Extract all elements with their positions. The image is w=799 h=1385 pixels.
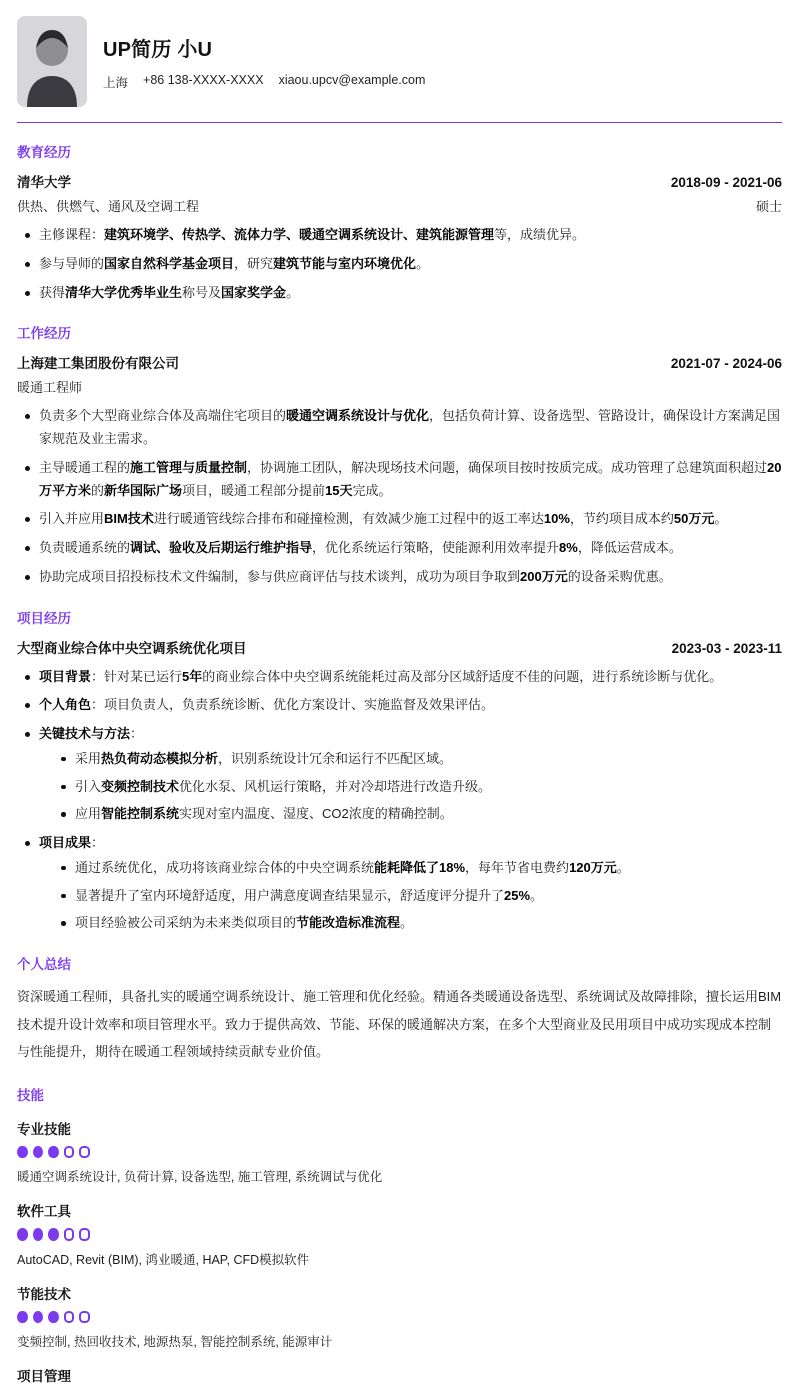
contact-email: xiaou.upcv@example.com	[278, 72, 426, 87]
sub-bullet-item	[39, 857, 782, 880]
highlighted-text: 国家奖学金	[221, 284, 287, 300]
rating-dot-filled-icon	[17, 1228, 28, 1241]
sub-bullet-item	[39, 803, 782, 826]
rating-dot-filled-icon	[33, 1146, 44, 1159]
plain-text: 协助完成项目招投标技术文件编制，参与供应商评估与技术谈判，成功为项目争取到	[39, 568, 521, 584]
bullet-item	[17, 832, 782, 935]
skill-rating	[17, 1146, 782, 1159]
plain-text: 项目经验被公司采纳为未来类似项目的	[75, 915, 297, 931]
section-title-education: 教育经历	[17, 145, 71, 160]
plain-text: ，优化系统运行策略，使能源利用效率提升	[312, 540, 560, 555]
skill-group	[17, 1200, 782, 1268]
plain-text: ，节约项目成本约	[569, 511, 674, 527]
bullet-item	[17, 537, 782, 560]
sub-bullet-item	[39, 885, 782, 908]
bullet-item	[17, 282, 782, 305]
highlighted-text: 调试、验收及后期运行维护指导	[130, 540, 313, 555]
header-divider	[17, 122, 782, 123]
plain-text: 。	[416, 255, 430, 271]
plain-text: 通过系统优化，成功将该商业综合体的中央空调系统	[75, 859, 375, 875]
rating-dot-empty-icon	[64, 1311, 75, 1324]
highlighted-text: 热负荷动态模拟分析	[101, 750, 219, 766]
rating-dot-empty-icon	[64, 1228, 75, 1241]
highlighted-text: 施工管理与质量控制	[130, 459, 248, 475]
section-skills	[17, 1084, 782, 1385]
person-portrait-icon	[17, 16, 87, 107]
plain-text: 。	[616, 859, 630, 875]
skill-rating	[17, 1228, 782, 1241]
profile-photo	[17, 16, 87, 107]
plain-text: 主导暖通工程的	[39, 459, 131, 475]
plain-text: 的设备采购优惠。	[567, 568, 672, 584]
entry-title: 上海建工集团股份有限公司	[17, 356, 179, 372]
bullet-item	[17, 508, 782, 531]
highlighted-text: 国家自然科学基金项目	[104, 255, 235, 271]
skill-items: 暖通空调系统设计, 负荷计算, 设备选型, 施工管理, 系统调试与优化	[17, 1170, 383, 1185]
section-title-skills: 技能	[17, 1087, 44, 1103]
plain-text: 应用	[75, 806, 102, 822]
section-title-projects: 项目经历	[17, 610, 71, 626]
plain-text: 。	[714, 511, 728, 527]
contact-line	[103, 73, 425, 91]
plain-text: 采用	[75, 750, 102, 766]
highlighted-text: 关键技术与方法	[39, 726, 131, 741]
plain-text: 负责暖通系统的	[39, 540, 131, 555]
sub-bullet-list	[39, 748, 782, 826]
highlighted-text: 暖通空调系统设计与优化	[286, 408, 430, 424]
highlighted-text: 50万元	[673, 511, 715, 527]
bullet-list	[17, 666, 782, 936]
contact-phone: +86 138-XXXX-XXXX	[143, 72, 264, 87]
rating-dot-filled-icon	[33, 1228, 44, 1241]
plain-text: ，识别系统设计冗余和运行不匹配区域。	[218, 750, 453, 766]
plain-text: 的	[91, 482, 105, 498]
bullet-list	[17, 405, 782, 588]
highlighted-text: 25%	[504, 887, 531, 903]
highlighted-text: 个人角色	[39, 697, 92, 713]
plain-text: 。	[286, 284, 300, 300]
skill-group	[17, 1118, 782, 1186]
section-education	[17, 141, 782, 304]
plain-text: 显著提升了室内环境舒适度，用户满意度调查结果显示，舒适度评分提升了	[75, 887, 505, 903]
skill-group-name: 节能技术	[17, 1286, 71, 1302]
rating-dot-filled-icon	[48, 1311, 59, 1324]
highlighted-text: 新华国际广场	[104, 482, 183, 498]
highlighted-text: 项目背景	[39, 668, 92, 684]
skill-rating	[17, 1311, 782, 1324]
bullet-item	[17, 457, 782, 503]
highlighted-text: 能耗降低了18%	[374, 859, 466, 875]
plain-text: 负责多个大型商业综合体及高端住宅项目的	[39, 408, 287, 424]
rating-dot-filled-icon	[33, 1311, 44, 1324]
plain-text: ：	[130, 726, 144, 741]
entry-subheader	[17, 196, 782, 215]
skill-group-name: 专业技能	[17, 1121, 71, 1137]
entry-subtitle: 暖通工程师	[17, 380, 83, 396]
plain-text: ：	[91, 835, 105, 850]
skill-group	[17, 1283, 782, 1351]
rating-dot-filled-icon	[48, 1228, 59, 1241]
section-title-work: 工作经历	[17, 326, 71, 342]
rating-dot-empty-icon	[79, 1228, 90, 1241]
plain-text: 完成。	[352, 482, 392, 498]
bullet-item	[17, 723, 782, 826]
plain-text: 项目，暖通工程部分提前	[182, 482, 326, 498]
section-title-summary: 个人总结	[17, 957, 71, 972]
highlighted-text: 项目成果	[39, 835, 92, 850]
skill-group-name: 软件工具	[17, 1204, 71, 1220]
highlighted-text: 变频控制技术	[101, 778, 180, 794]
highlighted-text: 15天	[325, 482, 353, 498]
bullet-item	[17, 666, 782, 689]
bullet-item	[17, 253, 782, 276]
bullet-item	[17, 224, 782, 247]
section-work	[17, 322, 782, 588]
plain-text: 优化水泵、风机运行策略，并对冷却塔进行改造升级。	[179, 778, 492, 794]
plain-text: ：针对某已运行	[91, 668, 183, 684]
header-text	[103, 33, 425, 91]
resume-body	[17, 141, 782, 1385]
rating-dot-filled-icon	[17, 1146, 28, 1159]
entry-subtitle: 供热、供燃气、通风及空调工程	[17, 199, 200, 214]
plain-text: 进行暖通管线综合排布和碰撞检测，有效减少施工过程中的返工率达	[153, 511, 544, 527]
rating-dot-empty-icon	[79, 1311, 90, 1324]
rating-dot-filled-icon	[17, 1311, 28, 1324]
entry-date: 2021-07 - 2024-06	[670, 356, 782, 372]
summary-text: 资深暖通工程师，具备扎实的暖通空调系统设计、施工管理和优化经验。精通各类暖通设备选型、系统调试及故障排除，擅长运用BIM技术提升设计效率和项目管理水平。致力于提供高效、节能、环保的暖通解决方案，在多个大型商业及民用项目中成功实现成本控制与性能提升，期待在暖通工程领域持续贡献专业价值。	[17, 989, 782, 1060]
plain-text: ，协调施工团队，解决现场技术问题，确保项目按时按质完成。成功管理了总建筑面积超过	[247, 459, 768, 475]
highlighted-text: 8%	[559, 540, 578, 555]
plain-text: 。	[530, 887, 544, 903]
candidate-name: UP简历 小U	[103, 38, 213, 61]
plain-text: ，每年节省电费约	[465, 859, 570, 875]
bullet-item	[17, 566, 782, 589]
plain-text: 的商业综合体中央空调系统能耗过高及部分区域舒适度不佳的问题，进行系统诊断与优化。	[202, 668, 723, 684]
bullet-list	[17, 224, 782, 304]
entry-date: 2023-03 - 2023-11	[671, 640, 782, 656]
entry-title: 清华大学	[17, 175, 71, 190]
highlighted-text: 200万元	[520, 568, 568, 584]
plain-text: ，降低运营成本。	[577, 540, 682, 555]
plain-text: 实现对室内温度、湿度、CO2浓度的精确控制。	[179, 806, 453, 822]
contact-location: 上海	[103, 75, 129, 90]
highlighted-text: BIM技术	[104, 511, 154, 527]
highlighted-text: 节能改造标准流程	[296, 915, 401, 931]
plain-text: 获得	[39, 284, 66, 300]
sub-bullet-item	[39, 912, 782, 935]
bullet-item	[17, 405, 782, 451]
skill-items: 变频控制, 热回收技术, 地源热泵, 智能控制系统, 能源审计	[17, 1335, 333, 1350]
highlighted-text: 20万平方米	[39, 459, 782, 498]
rating-dot-filled-icon	[48, 1146, 59, 1159]
skill-items: AutoCAD, Revit (BIM), 鸿业暖通, HAP, CFD模拟软件	[17, 1252, 310, 1267]
section-projects	[17, 607, 782, 936]
entry-subheader	[17, 377, 782, 396]
plain-text: 称号及	[182, 284, 222, 300]
entry-date: 2018-09 - 2021-06	[670, 175, 782, 190]
entry-header	[17, 171, 782, 191]
entry-header	[17, 637, 782, 657]
highlighted-text: 10%	[543, 511, 570, 527]
plain-text: 主修课程：	[39, 227, 105, 242]
plain-text: ：项目负责人，负责系统诊断、优化方案设计、实施监督及效果评估。	[91, 697, 495, 713]
rating-dot-empty-icon	[64, 1146, 75, 1159]
highlighted-text: 5年	[182, 668, 203, 684]
highlighted-text: 建筑环境学、传热学、流体力学、暖通空调系统设计、建筑能源管理	[104, 227, 495, 242]
sub-bullet-item	[39, 776, 782, 799]
skill-group	[17, 1365, 782, 1385]
highlighted-text: 智能控制系统	[101, 806, 180, 822]
plain-text: 引入并应用	[39, 511, 105, 527]
sub-bullet-item	[39, 748, 782, 771]
resume-header	[17, 0, 782, 107]
entry-title: 大型商业综合体中央空调系统优化项目	[17, 640, 247, 656]
highlighted-text: 建筑节能与室内环境优化	[273, 255, 417, 271]
plain-text: ，包括负荷计算、设备选型、管路设计，确保设计方案满足国家规范及业主需求。	[39, 408, 781, 446]
rating-dot-empty-icon	[79, 1146, 90, 1159]
skill-group-name: 项目管理	[17, 1369, 71, 1385]
plain-text: ，研究	[234, 255, 274, 271]
sub-bullet-list	[39, 857, 782, 935]
highlighted-text: 120万元	[569, 859, 617, 875]
plain-text: 等，成绩优异。	[494, 227, 586, 242]
entry-header	[17, 352, 782, 372]
plain-text: 引入	[75, 778, 102, 794]
highlighted-text: 清华大学优秀毕业生	[65, 284, 183, 300]
section-summary	[17, 953, 782, 1066]
plain-text: 参与导师的	[39, 255, 105, 271]
entry-degree: 硕士	[755, 199, 782, 214]
plain-text: 。	[400, 915, 414, 931]
bullet-item	[17, 694, 782, 717]
